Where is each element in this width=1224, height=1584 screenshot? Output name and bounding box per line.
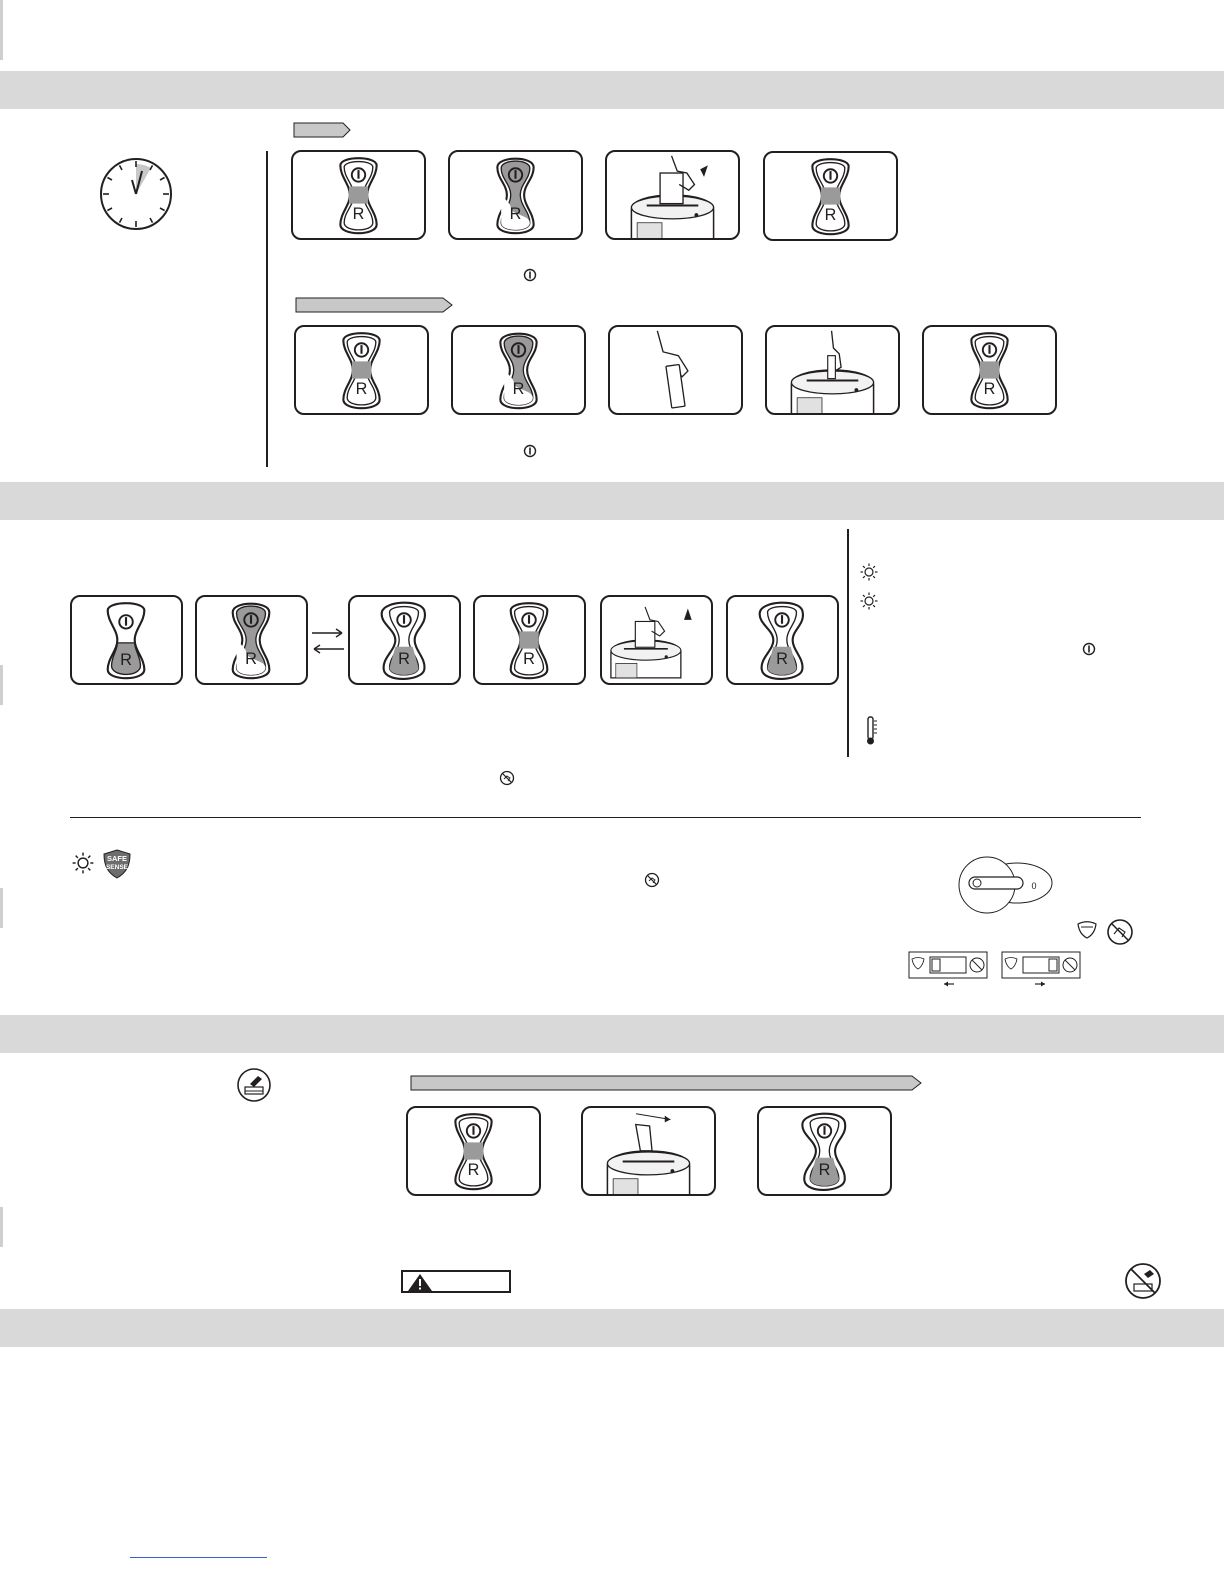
thermometer-icon xyxy=(864,716,878,746)
clock-icon xyxy=(98,156,174,232)
safesense-line2: SENSE xyxy=(105,864,129,871)
step-arrow-tag xyxy=(410,1075,922,1091)
switch-panel-reverse xyxy=(757,1106,892,1196)
switch-panel xyxy=(291,150,426,240)
safesense-line1: SAFE xyxy=(106,854,128,863)
oil-bottle-icon xyxy=(236,1067,272,1103)
indicator-light-icon xyxy=(860,592,878,610)
divider-vertical xyxy=(266,151,268,467)
divider-vertical xyxy=(847,529,849,757)
switch-panel-on xyxy=(195,595,308,685)
safesense-on-icon xyxy=(1076,920,1098,940)
power-icon xyxy=(523,444,537,458)
switch-panel xyxy=(294,325,429,415)
no-touch-icon xyxy=(499,770,515,786)
warning-triangle-icon xyxy=(407,1273,433,1292)
switch-panel-on xyxy=(451,325,586,415)
edge-mark xyxy=(0,1207,3,1247)
indicator-light-icon xyxy=(72,852,94,874)
switch-panel-reverse xyxy=(726,595,839,685)
safesense-switch-left xyxy=(908,951,988,989)
section-band-3 xyxy=(0,1015,1224,1053)
no-touch-icon xyxy=(1106,918,1134,946)
section-band-2 xyxy=(0,482,1224,520)
switch-panel xyxy=(763,151,898,241)
switch-panel xyxy=(406,1106,541,1196)
no-aerosol-icon xyxy=(1124,1262,1162,1300)
switch-panel xyxy=(922,325,1057,415)
switch-panel-on xyxy=(448,150,583,240)
section-band-4 xyxy=(0,1309,1224,1347)
divider-horizontal xyxy=(70,817,1141,818)
indicator-light-icon xyxy=(860,563,878,581)
power-icon xyxy=(1082,642,1096,656)
warning-label-box xyxy=(401,1270,511,1293)
safesense-slider-detail xyxy=(955,855,1055,915)
step-arrow-tag xyxy=(293,122,351,138)
shredder-feed-panel xyxy=(605,150,740,240)
edge-mark xyxy=(0,665,3,705)
hand-card-panel xyxy=(608,325,743,415)
link-underline[interactable] xyxy=(130,1557,267,1558)
safesense-shield-icon xyxy=(102,849,132,879)
edge-mark xyxy=(0,0,3,60)
shredder-oil-panel xyxy=(581,1106,716,1196)
shredder-remove-panel xyxy=(600,595,713,685)
switch-panel xyxy=(473,595,586,685)
shredder-card-panel xyxy=(765,325,900,415)
slider-mark: 0 xyxy=(1031,881,1037,891)
switch-panel-reverse xyxy=(70,595,183,685)
toggle-arrows-icon xyxy=(310,625,346,655)
step-arrow-tag xyxy=(295,297,453,313)
section-band-1 xyxy=(0,71,1224,109)
edge-mark xyxy=(0,888,3,928)
switch-panel-reverse xyxy=(348,595,461,685)
no-touch-icon xyxy=(644,872,660,888)
power-icon xyxy=(523,268,537,282)
safesense-switch-right xyxy=(1001,951,1081,989)
